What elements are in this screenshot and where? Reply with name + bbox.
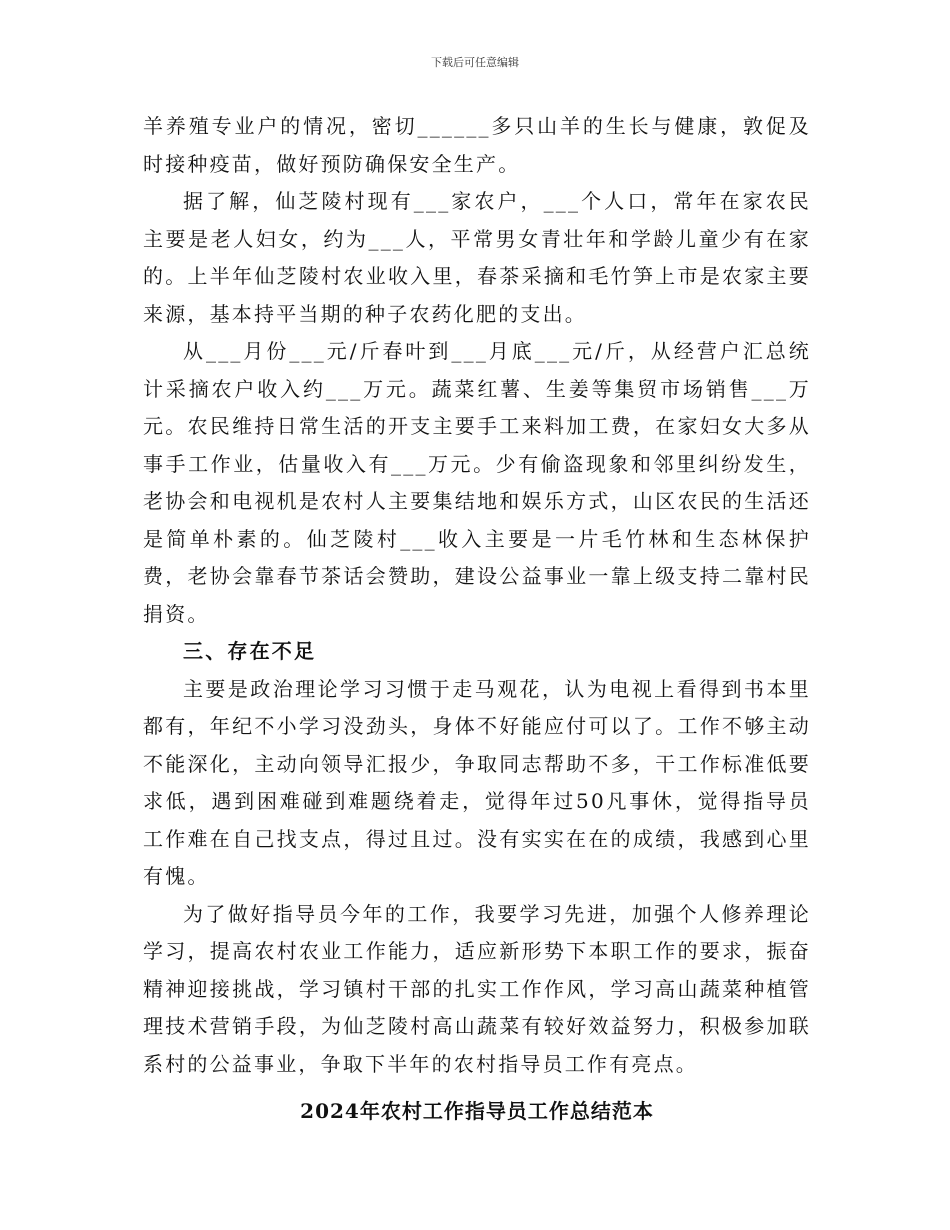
paragraph-village-overview: 据了解，仙芝陵村现有___家农户，___个人口，常年在家农民主要是老人妇女，约为___人，平常男女青壮年和学龄儿童少有在家的。上半年仙芝陵村农业收入里，春茶采摘和毛竹笋上市是农家主要来源，基本持平当期的种子农药化肥的支出。	[143, 189, 811, 326]
paragraph-continuation: 羊养殖专业户的情况，密切______多只山羊的生长与健康，敦促及时接种疫苗，做好预防确保安全生产。	[143, 114, 811, 176]
section-heading-shortcomings: 三、存在不足	[183, 639, 317, 663]
page-header-note: 下载后可任意编辑	[431, 56, 519, 69]
paragraph-plans: 为了做好指导员今年的工作，我要学习先进，加强个人修养理论学习，提高农村农业工作能力，适应新形势下本职工作的要求，振奋精神迎接挑战，学习镇村干部的扎实工作作风，学习高山蔬菜种植管理技术营销手段，为仙芝陵村高山蔬菜有较好效益努力，积极参加联系村的公益事业，争取下半年的农村指导员工作有亮点。	[143, 901, 811, 1076]
paragraph-shortcomings: 主要是政治理论学习习惯于走马观花，认为电视上看得到书本里都有，年纪不小学习没劲头，身体不好能应付可以了。工作不够主动不能深化，主动向领导汇报少，争取同志帮助不多，干工作标准低要求低，遇到困难碰到难题绕着走，觉得年过50凡事休，觉得指导员工作难在自己找支点，得过且过。没有实实在在的成绩，我感到心里有愧。	[143, 676, 811, 888]
paragraph-income-stats: 从___月份___元/斤春叶到___月底___元/斤，从经营户汇总统计采摘农户收入约___万元。蔬菜红薯、生姜等集贸市场销售___万元。农民维持日常生活的开支主要手工来料加工费，在家妇女大多从事手工作业，估量收入有___万元。少有偷盗现象和邻里纠纷发生，老协会和电视机是农村人主要集结地和娱乐方式，山区农民的生活还是简单朴素的。仙芝陵村___收入主要是一片毛竹林和生态林保护费，老协会靠春节茶话会赞助，建设公益事业一靠上级支持二靠村民捐资。	[143, 339, 811, 626]
document-title: 2024年农村工作指导员工作总结范本	[300, 1099, 654, 1123]
document-body	[143, 108, 811, 1131]
